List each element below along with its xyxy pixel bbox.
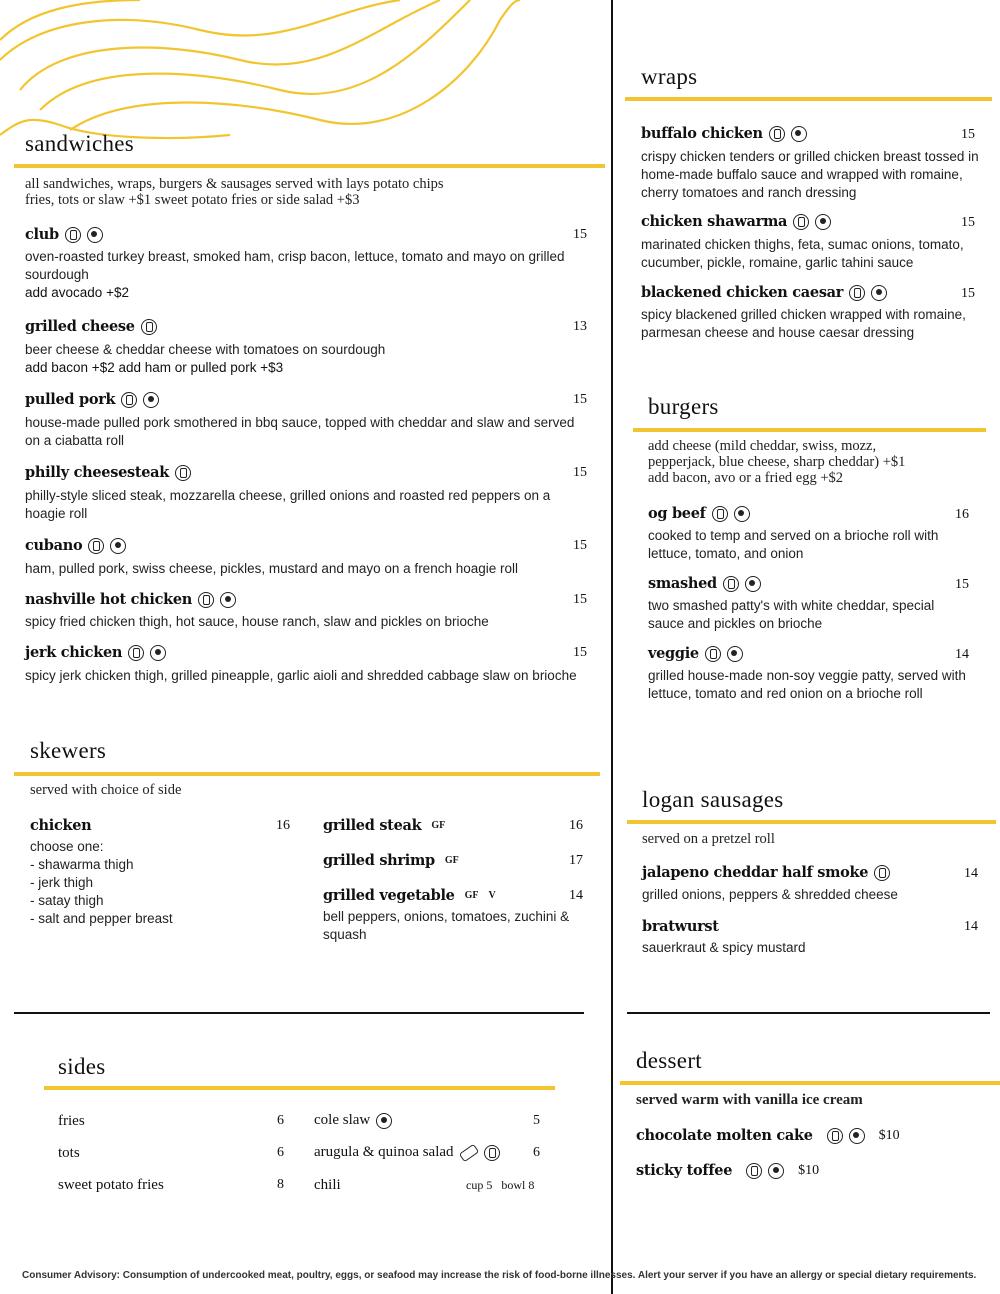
item-description: grilled house-made non-soy veggie patty, served with lettuce, tomato and red onion on a brioche roll <box>648 668 966 701</box>
item-price: 15 <box>573 592 587 607</box>
menu-item-philly-cheesesteak: philly cheesesteak <box>25 464 191 481</box>
item-price: 6 <box>533 1145 540 1160</box>
side-item-fries: fries <box>58 1113 85 1129</box>
gluten-free-icon <box>769 126 785 142</box>
dessert-underline <box>620 1081 1000 1085</box>
item-description: spicy blackened grilled chicken wrapped with romaine, parmesan cheese and house caesar dressing <box>641 307 966 340</box>
spicy-icon <box>734 506 750 522</box>
item-price: 15 <box>573 645 587 660</box>
item-price: 8 <box>277 1177 284 1192</box>
gluten-free-icon <box>121 392 137 408</box>
skewers-note: served with choice of side <box>30 782 182 798</box>
item-price: 15 <box>573 392 587 407</box>
menu-item-chicken-shawarma: chicken shawarma <box>641 213 831 230</box>
menu-item-buffalo-chicken: buffalo chicken <box>641 125 807 142</box>
item-price: 16 <box>276 818 290 833</box>
menu-item-grilled-vegetable: grilled vegetable GF V <box>323 887 496 904</box>
wraps-underline <box>625 97 992 101</box>
spicy-icon <box>849 1128 865 1144</box>
menu-item-veggie: veggie <box>648 645 743 662</box>
side-item-sweet-potato-fries: sweet potato fries <box>58 1177 164 1193</box>
item-price: 15 <box>961 127 975 142</box>
item-price: 13 <box>573 319 587 334</box>
sides-underline <box>44 1086 555 1090</box>
menu-item-og-beef: og beef <box>648 505 750 522</box>
spicy-icon <box>87 227 103 243</box>
item-description: house-made pulled pork smothered in bbq sauce, topped with cheddar and slaw and served on a ciabatta roll <box>25 415 575 448</box>
item-description: ham, pulled pork, swiss cheese, pickles, mustard and mayo on a french hoagie roll <box>25 561 519 576</box>
sandwiches-underline <box>14 164 605 168</box>
gluten-free-icon <box>128 645 144 661</box>
item-price: 17 <box>569 853 583 868</box>
sausages-note: served on a pretzel roll <box>642 831 775 847</box>
section-divider <box>14 1012 584 1014</box>
burgers-underline <box>633 428 986 432</box>
burgers-heading: burgers <box>648 394 719 419</box>
spicy-icon <box>871 285 887 301</box>
menu-item-cubano: cubano <box>25 537 126 554</box>
spicy-icon <box>815 214 831 230</box>
sides-heading: sides <box>58 1054 106 1079</box>
item-price: 14 <box>964 919 978 934</box>
item-description: two smashed patty's with white cheddar, special sauce and pickles on brioche <box>648 598 935 631</box>
item-price: 16 <box>955 507 969 522</box>
gluten-free-icon <box>723 576 739 592</box>
item-description: choose one: - shawarma thigh - jerk thigh - satay thigh - salt and pepper breast <box>30 839 173 926</box>
menu-item-chicken-skewer: chicken <box>30 817 92 834</box>
spicy-icon <box>791 126 807 142</box>
skewers-heading: skewers <box>30 738 107 763</box>
gluten-free-icon <box>849 285 865 301</box>
side-item-arugula-quinoa-salad: arugula & quinoa salad <box>314 1144 500 1161</box>
dessert-note: served warm with vanilla ice cream <box>636 1092 863 1108</box>
skewers-underline <box>14 772 600 776</box>
gluten-free-icon <box>484 1145 500 1161</box>
dessert-heading: dessert <box>636 1048 702 1073</box>
item-price: 15 <box>573 465 587 480</box>
wraps-heading: wraps <box>641 64 698 89</box>
item-description: bell peppers, onions, tomatoes, zuchini & squash <box>323 909 570 942</box>
spicy-icon <box>745 576 761 592</box>
sandwiches-note: all sandwiches, wraps, burgers & sausages served with lays potato chips fries, tots or slaw +$1 sweet potato fries or side salad +$3 <box>25 176 444 208</box>
sausages-heading: logan sausages <box>642 787 784 812</box>
item-price: 14 <box>955 647 969 662</box>
gluten-free-icon <box>712 506 728 522</box>
spicy-icon <box>727 646 743 662</box>
item-description: beer cheese & cheddar cheese with tomatoes on sourdough add bacon +$2 add ham or pulled pork +$3 <box>25 342 386 375</box>
item-price: 6 <box>277 1113 284 1128</box>
item-description: cooked to temp and served on a brioche roll with lettuce, tomato, and onion <box>648 528 939 561</box>
item-price: 6 <box>277 1145 284 1160</box>
menu-item-grilled-steak: grilled steak GF <box>323 817 446 834</box>
item-price: 15 <box>955 577 969 592</box>
spicy-icon <box>768 1163 784 1179</box>
side-item-cole-slaw: cole slaw <box>314 1112 392 1129</box>
item-price: 15 <box>961 286 975 301</box>
gluten-free-icon <box>874 865 890 881</box>
spicy-icon <box>110 538 126 554</box>
menu-item-sticky-toffee: sticky toffee $10 <box>636 1162 820 1179</box>
gluten-free-icon <box>88 538 104 554</box>
spicy-icon <box>376 1113 392 1129</box>
gluten-free-icon <box>827 1128 843 1144</box>
consumer-advisory: Consumer Advisory: Consumption of undercooked meat, poultry, eggs, or seafood may increase the risk of food-borne illnesses. Alert your server if you have an allergy or special dietary requirements. <box>22 1270 977 1281</box>
menu-item-pulled-pork: pulled pork <box>25 391 159 408</box>
menu-item-chocolate-molten-cake: chocolate molten cake $10 <box>636 1127 900 1144</box>
item-description: oven-roasted turkey breast, smoked ham, crisp bacon, lettuce, tomato and mayo on grilled sourdough add avocado +$2 <box>25 249 565 300</box>
vegetarian-tag: V <box>488 890 496 901</box>
menu-item-club: club <box>25 226 103 243</box>
section-divider <box>627 1012 990 1014</box>
gluten-free-icon <box>141 319 157 335</box>
burgers-note: add cheese (mild cheddar, swiss, mozz, pepperjack, blue cheese, sharp cheddar) +$1 add bacon, avo or a fried egg +$2 <box>648 438 906 486</box>
menu-item-jalapeno-cheddar-half-smoke: jalapeno cheddar half smoke <box>642 864 890 881</box>
gf-tag: GF <box>431 820 446 831</box>
spicy-icon <box>150 645 166 661</box>
sausages-underline <box>627 820 996 824</box>
item-price: 14 <box>964 866 978 881</box>
gf-tag: GF <box>464 890 479 901</box>
vegetarian-icon <box>458 1143 478 1162</box>
gluten-free-icon <box>705 646 721 662</box>
item-description: philly-style sliced steak, mozzarella cheese, grilled onions and roasted red peppers on a hoagie roll <box>25 488 551 521</box>
item-price: 16 <box>569 818 583 833</box>
side-item-chili: chili <box>314 1177 341 1193</box>
menu-item-jerk-chicken: jerk chicken <box>25 644 166 661</box>
item-description: spicy fried chicken thigh, hot sauce, house ranch, slaw and pickles on brioche <box>25 614 489 629</box>
item-description: marinated chicken thighs, feta, sumac onions, tomato, cucumber, pickle, romaine, garlic tahini sauce <box>641 237 964 270</box>
item-price: cup 5 bowl 8 <box>466 1178 535 1192</box>
item-description: sauerkraut & spicy mustard <box>642 940 806 955</box>
gluten-free-icon <box>65 227 81 243</box>
menu-item-blackened-chicken-caesar: blackened chicken caesar <box>641 284 887 301</box>
item-price: 15 <box>573 538 587 553</box>
spicy-icon <box>143 392 159 408</box>
item-price: 14 <box>569 888 583 903</box>
gf-tag: GF <box>444 855 459 866</box>
menu-item-grilled-shrimp: grilled shrimp GF <box>323 852 459 869</box>
spicy-icon <box>220 592 236 608</box>
side-item-tots: tots <box>58 1145 80 1161</box>
gluten-free-icon <box>175 465 191 481</box>
item-description: grilled onions, peppers & shredded cheese <box>642 887 898 902</box>
item-description: crispy chicken tenders or grilled chicken breast tossed in home-made buffalo sauce and wrapped with romaine, cherry tomatoes and ranch dressing <box>641 149 979 200</box>
item-price: 5 <box>533 1113 540 1128</box>
item-price: 15 <box>573 227 587 242</box>
item-description: spicy jerk chicken thigh, grilled pineapple, garlic aioli and shredded cabbage slaw on brioche <box>25 668 577 683</box>
gluten-free-icon <box>198 592 214 608</box>
menu-item-bratwurst: bratwurst <box>642 918 719 935</box>
gluten-free-icon <box>793 214 809 230</box>
menu-item-smashed: smashed <box>648 575 761 592</box>
item-price: 15 <box>961 215 975 230</box>
column-divider <box>611 0 613 1294</box>
sandwiches-heading: sandwiches <box>25 131 135 156</box>
menu-item-grilled-cheese: grilled cheese <box>25 318 157 335</box>
gluten-free-icon <box>746 1163 762 1179</box>
menu-item-nashville-hot-chicken: nashville hot chicken <box>25 591 236 608</box>
